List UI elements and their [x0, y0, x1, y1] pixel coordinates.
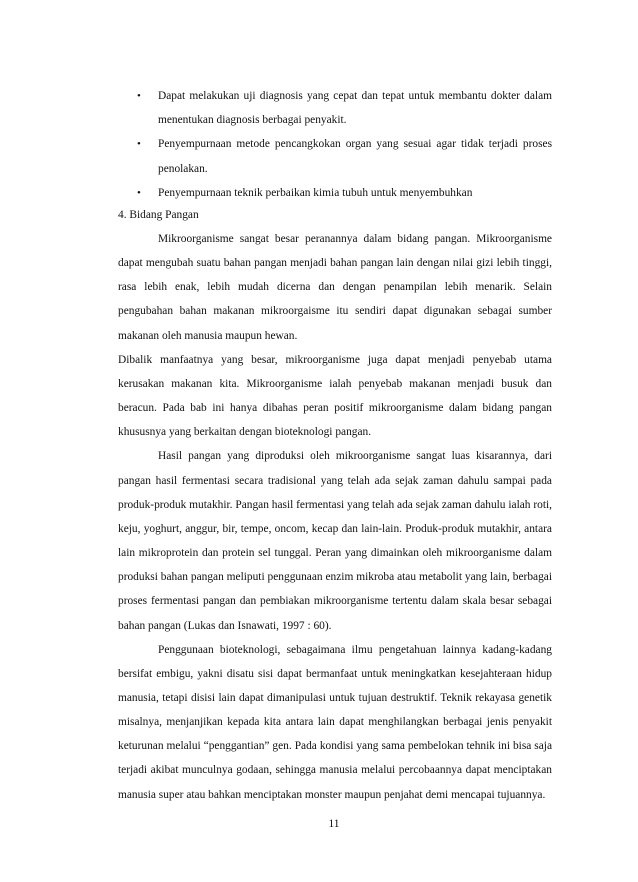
paragraph: Penggunaan bioteknologi, sebagaimana ilmu pengetahuan lainnya kadang-kadang bersifat embigu, yakni disatu sisi dapat bermanfaat untuk meningkatkan kesejahteraan hidup manusia, tetapi disisi lain dapat dimanipulasi untuk tujuan destruktif. Teknik rekayasa genetik misalnya, menjanjikan kepada kita antara lain dapat menghilangkan berbagai jenis penyakit keturunan melalui “penggantian” gen. Pada kondisi yang sama pembelokan tehnik ini bisa saja terjadi akibat munculnya godaan, sehingga manusia melalui percobaannya dapat menciptakan manusia super atau bahkan menciptakan monster maupun penjahat demi mencapai tujuannya. — [118, 643, 552, 801]
bullet-dot-icon: • — [137, 186, 141, 199]
bullet-item — [118, 181, 552, 205]
bullet-text: Dapat melakukan uji diagnosis yang cepat dan tepat untuk membantu dokter dalam menentukan diagnosis berbagai penyakit. — [158, 90, 552, 127]
bullet-dot-icon: • — [137, 90, 141, 102]
bullet-item — [118, 132, 552, 180]
paragraph: Hasil pangan yang diproduksi oleh mikroorganisme sangat luas kisarannya, dari pangan hasil fermentasi secara tradisional yang telah ada sejak zaman dahulu sampai pada produk-produk mutakhir. Pangan hasil fermentasi yang telah ada sejak zaman dahulu ialah roti, keju, yoghurt, anggur, bir, tempe, oncom, kecap dan lain-lain. Produk-produk mutakhir, antara lain mikroprotein dan protein sel tunggal. Peran yang dimainkan oleh mikroorganisme dalam produksi bahan pangan meliputi penggunaan enzim mikroba atau metabolit yang lain, berbagai proses fermentasi pangan dan pembiakan mikroorganisme tertentu dalam skala besar sebagai bahan pangan (Lukas dan Isnawati, 1997 : 60). — [118, 450, 552, 632]
bullet-list — [118, 84, 552, 205]
bullet-text: Penyempurnaan teknik perbaikan kimia tubuh untuk menyembuhkan — [158, 186, 473, 199]
section-heading: 4. Bidang Pangan — [118, 209, 199, 221]
paragraph: Dibalik manfaatnya yang besar, mikroorganisme juga dapat menjadi penyebab utama kerusakan makanan kita. Mikroorganisme ialah penyebab makanan menjadi busuk dan beracun. Pada bab ini hanya dibahas peran positif mikroorganisme dalam bidang pangan khususnya yang berkaitan dengan bioteknologi pangan. — [118, 353, 552, 439]
bullet-dot-icon: • — [137, 138, 141, 151]
section-body — [118, 227, 552, 807]
paragraph: Mikroorganisme sangat besar peranannya dalam bidang pangan. Mikroorganisme dapat mengubah suatu bahan pangan menjadi bahan pangan lain dengan nilai gizi lebih tinggi, rasa lebih enak, lebih mudah dicerna dan dengan penampilan lebih menarik. Selain pengubahan bahan makanan mikroorgaisme itu sendiri dapat digunakan sebagai sumber makanan oleh manusia maupun hewan. — [118, 233, 552, 342]
bullet-text: Penyempurnaan metode pencangkokan organ yang sesuai agar tidak terjadi proses penolakan. — [158, 138, 552, 175]
bullet-item — [118, 84, 552, 132]
page-number: 11 — [328, 818, 340, 830]
